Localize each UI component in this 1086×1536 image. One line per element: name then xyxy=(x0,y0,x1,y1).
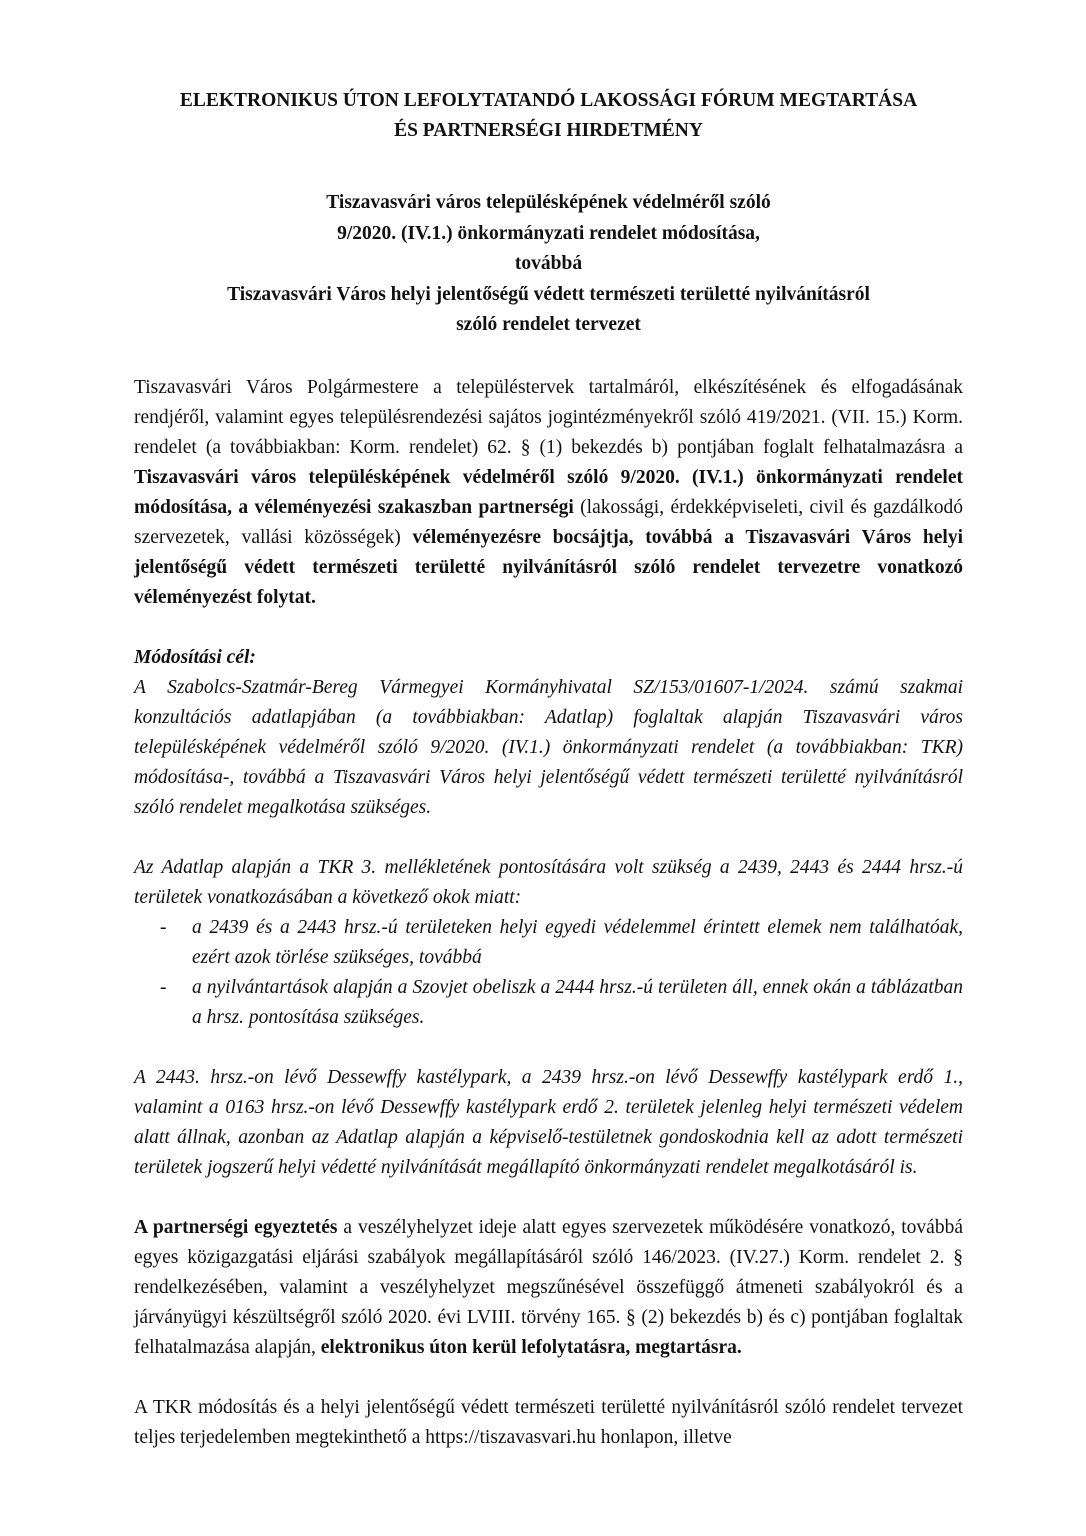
intro-paragraph xyxy=(134,373,963,613)
modositas-heading: Módosítási cél: xyxy=(134,646,256,668)
modositas-paragraph-3: A 2443. hrsz.-on lévő Dessewffy kastélypark, a 2439 hrsz.-on lévő Dessewffy kastélypark erdő 1., valamint a 0163 hrsz.-on lévő Dessewffy kastélypark erdő 2. területek jelenleg helyi természeti védelem alatt állnak, azonban az Adatlap alapján a képviselő-testületnek gondoskodnia kell az adott természeti területek jogszerű helyi védetté nyilvánítását megállapító önkormányzati rendelet megalkotásáról is. xyxy=(134,1066,963,1178)
title-line-1: ELEKTRONIKUS ÚTON LEFOLYTATANDÓ LAKOSSÁGI FÓRUM MEGTARTÁSA xyxy=(179,90,918,111)
subtitle-line-4: Tiszavasvári Város helyi jelentőségű védett természeti területté nyilvánításról xyxy=(227,283,870,305)
subtitle-line-5: szóló rendelet tervezet xyxy=(456,314,641,335)
partnerseg-text-1: a veszélyhelyzet ideje alatt egyes szervezetek működésére vonatkozó, továbbá egyes közigazgatási eljárási szabályok megállapításáról szóló 146/2023. (IV.27.) Korm. rendelet 2. § rendelkezésében, valamint a veszélyhelyzet megszűnésével összefüggő átmeneti szabályokról és a járványügyi készültségről szóló 2020. évi LVIII. törvény 165. § (2) bekezdés b) és c) pontjában foglaltak felhatalmazása alapján, xyxy=(134,1216,963,1358)
partnerseg-paragraph xyxy=(134,1213,963,1363)
document-body xyxy=(134,86,963,1453)
list-item-text: a nyilvántartások alapján a Szovjet obeliszk a 2444 hrsz.-ú területen áll, ennek okán a táblázatban a hrsz. pontosítása szükséges. xyxy=(192,976,963,1028)
intro-bold-2: véleményezésre bocsájtja, továbbá a Tiszavasvári Város helyi jelentőségű védett természeti területté nyilvánításról szóló rendelet tervezetre vonatkozó véleményezést folytat. xyxy=(134,526,963,608)
subtitle-line-1: Tiszavasvári város településképének védelméről szóló xyxy=(326,192,771,213)
list-item xyxy=(134,913,963,973)
reasons-list xyxy=(134,913,963,1033)
list-item-text: a 2439 és a 2443 hrsz.-ú területeken helyi egyedi védelemmel érintett elemek nem találhatóak, ezért azok törlése szükséges, továbbá xyxy=(192,916,963,968)
title-line-2: ÉS PARTNERSÉGI HIRDETMÉNY xyxy=(394,120,703,141)
partnerseg-bold-2: elektronikus úton kerül lefolytatásra, megtartásra. xyxy=(320,1336,742,1358)
list-item xyxy=(134,973,963,1033)
subtitle-line-3: továbbá xyxy=(514,253,583,274)
document-subtitle xyxy=(134,188,963,341)
subtitle-line-2: 9/2020. (IV.1.) önkormányzati rendelet módosítása, xyxy=(337,222,760,244)
intro-text-2: (lakossági, érdekképviseleti, civil és gazdálkodó szervezetek, vallási közösségek) xyxy=(134,496,963,548)
intro-bold-1: Tiszavasvári város településképének védelméről szóló 9/2020. (IV.1.) önkormányzati rendelet módosítása, a véleményezési szakaszban partnerségi xyxy=(134,466,963,518)
document-title xyxy=(134,86,963,146)
dash-bullet: - xyxy=(160,916,167,938)
modositas-paragraph-2: Az Adatlap alapján a TKR 3. mellékletének pontosítására volt szükség a 2439, 2443 és 2444 hrsz.-ú területek vonatkozásában a következő okok miatt: xyxy=(134,856,963,908)
partnerseg-bold-1: A partnerségi egyeztetés xyxy=(134,1216,338,1238)
dash-bullet: - xyxy=(160,976,167,998)
modositas-paragraph-1: A Szabolcs-Szatmár-Bereg Vármegyei Kormányhivatal SZ/153/01607-1/2024. számú szakmai konzultációs adatlapjában (a továbbiakban: Adatlap) foglaltak alapján Tiszavasvári város településképének védelméről szóló 9/2020. (IV.1.) önkormányzati rendelet (a továbbiakban: TKR) módosítása-, továbbá a Tiszavasvári Város helyi jelentőségű védett természeti területté nyilvánításról szóló rendelet megalkotása szükséges. xyxy=(134,676,963,818)
closing-paragraph: A TKR módosítás és a helyi jelentőségű védett természeti területté nyilvánításról szóló rendelet tervezet teljes terjedelemben megtekinthető a https://tiszavasvari.hu honlapon, illetve xyxy=(134,1396,963,1448)
intro-text-1: Tiszavasvári Város Polgármestere a településtervek tartalmáról, elkészítésének és elfogadásának rendjéről, valamint egyes településrendezési sajátos jogintézményekről szóló 419/2021. (VII. 15.) Korm. rendelet (a továbbiakban: Korm. rendelet) 62. § (1) bekezdés b) pontjában foglalt felhatalmazásra a xyxy=(134,376,963,458)
